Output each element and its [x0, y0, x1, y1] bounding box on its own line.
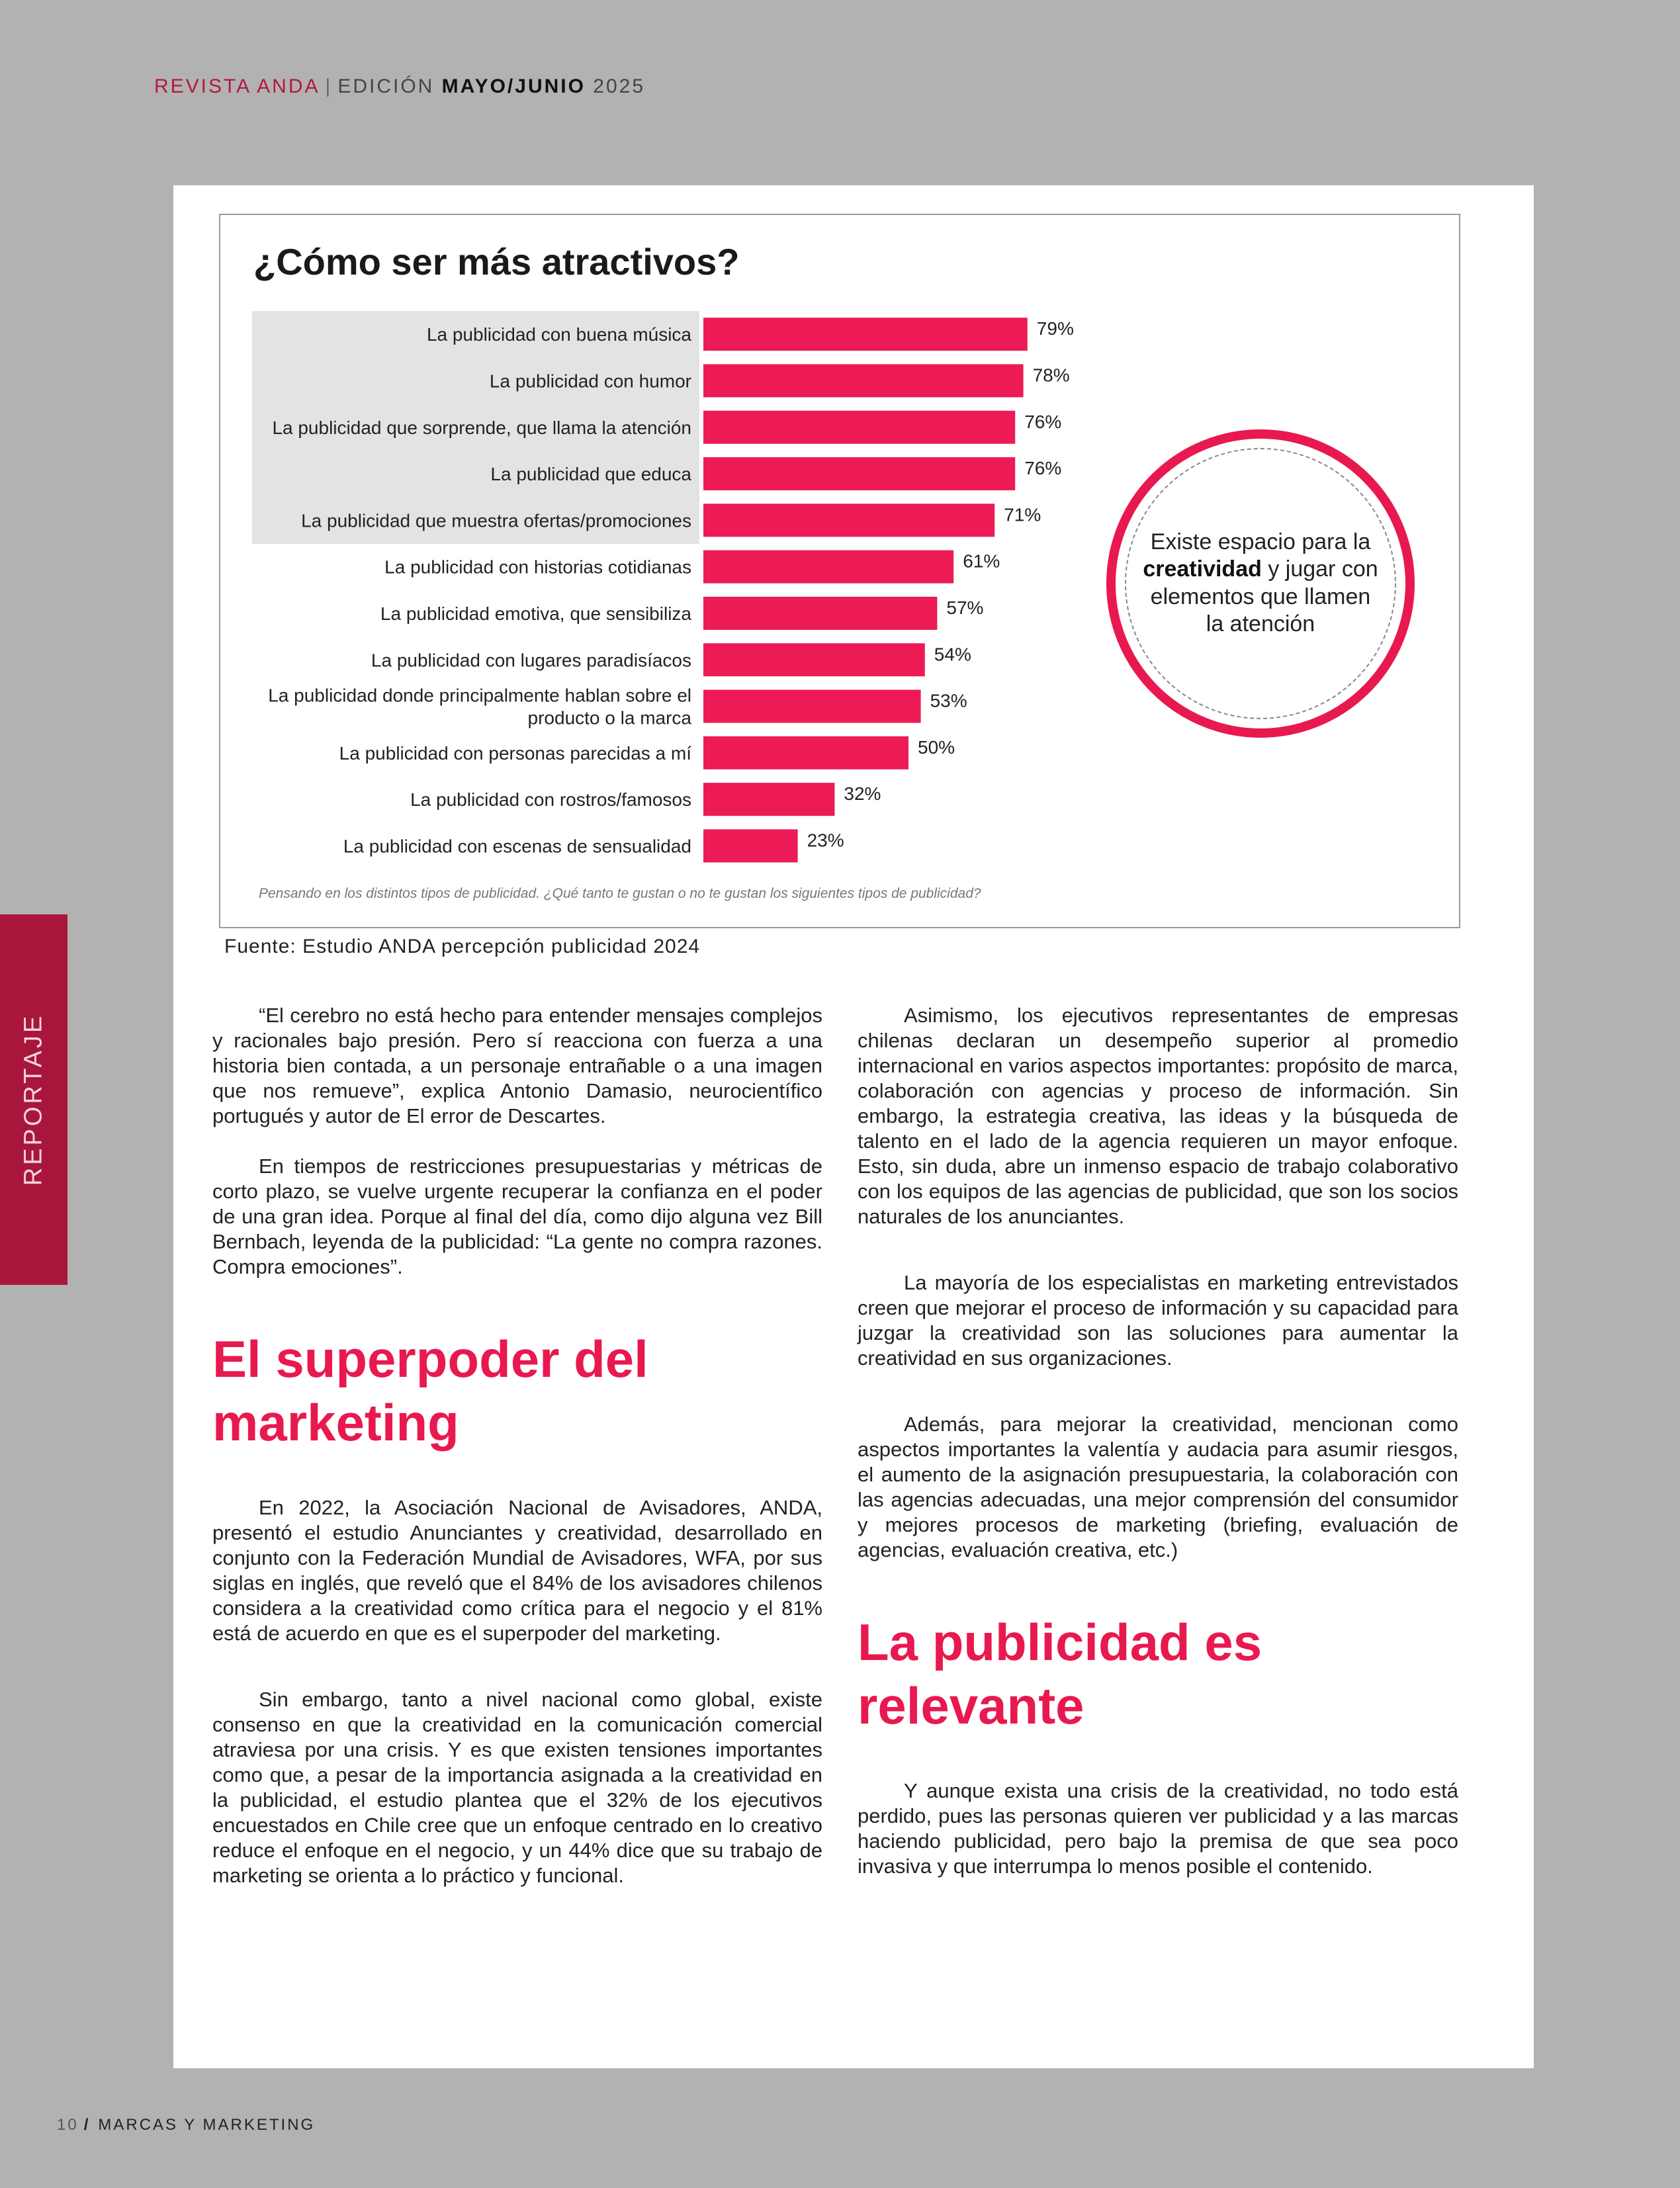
chart-note: Pensando en los distintos tipos de publicidad. ¿Qué tanto te gustan o no te gustan los siguientes tipos de publicidad? — [259, 886, 981, 901]
callout-text-bold: creatividad — [1143, 556, 1262, 582]
page-number: 10 — [57, 2116, 79, 2134]
bar-label-6: La publicidad emotiva, que sensibiliza — [380, 603, 691, 624]
bar-label-2: La publicidad que sorprende, que llama la atención — [272, 417, 691, 438]
edition-label — [337, 75, 645, 97]
bar-3 — [703, 457, 1015, 490]
callout-text — [1116, 529, 1405, 638]
bar-value-6: 57% — [946, 597, 984, 618]
bar-value-4: 71% — [1004, 504, 1041, 525]
bar-9 — [703, 736, 908, 769]
callout-text-before: Existe espacio para la — [1150, 529, 1371, 555]
bar-value-7: 54% — [934, 644, 971, 665]
bar-11 — [703, 829, 798, 862]
edition-prefix: EDICIÓN — [337, 75, 435, 97]
bar-label-11: La publicidad con escenas de sensualidad — [343, 836, 691, 857]
bar-label-4: La publicidad que muestra ofertas/promociones — [301, 510, 691, 531]
callout-text-after: y jugar con elementos que llamen la atención — [1150, 556, 1378, 637]
right-paragraph-4: Y aunque exista una crisis de la creatividad, no todo está perdido, pues las personas quieren ver publicidad y a las marcas haciendo publicidad, pero bajo la premisa de que sea poco invasiva y que interrumpa lo menos posible el contenido. — [858, 1779, 1458, 1878]
chart-container — [219, 214, 1460, 928]
right-paragraph-1: Asimismo, los ejecutivos representantes de empresas chilenas declaran un desempeño superior al promedio internacional en varios aspectos importantes: propósito de marca, colaboración con agencias y proceso de información. Sin embargo, la estrategia creativa, las ideas y la búsqueda de talento en el lado de la agencia requieren un mayor enfoque. Esto, sin duda, abre un inmenso espacio de trabajo colaborativo con los equipos de las agencias de publicidad, que son los socios naturales de los anunciantes. — [858, 1004, 1458, 1228]
chart-title: ¿Cómo ser más atractivos? — [253, 241, 740, 283]
left-paragraph-2: En tiempos de restricciones presupuestarias y métricas de corto plazo, se vuelve urgente recuperar la confianza en el poder de una gran idea. Porque al final del día, como dijo alguna vez Bill Bernbach, leyenda de la publicidad: “La gente no compra razones. Compra emociones”. — [212, 1155, 822, 1278]
bar-8 — [703, 690, 921, 723]
bar-value-0: 79% — [1036, 318, 1074, 339]
section-heading-superpoder: El superpoder del marketing — [212, 1330, 648, 1452]
bar-value-5: 61% — [963, 550, 1000, 572]
bar-label-1: La publicidad con humor — [489, 371, 691, 392]
bar-label-10: La publicidad con rostros/famosos — [410, 789, 691, 810]
section-side-tab-label: REPORTAJE — [19, 1013, 48, 1186]
bar-6 — [703, 597, 937, 630]
page-content — [173, 185, 1534, 2068]
bar-1 — [703, 364, 1024, 397]
right-column — [858, 1003, 1458, 1879]
bar-label-5: La publicidad con historias cotidianas — [384, 556, 691, 578]
page-footer — [57, 2116, 315, 2134]
left-paragraph-3: En 2022, la Asociación Nacional de Avisadores, ANDA, presentó el estudio Anunciantes y creatividad, desarrollado en conjunto con la Federación Mundial de Avisadores, WFA, por sus siglas en inglés, que reveló que el 84% de los avisadores chilenos considera a la creatividad como crítica para el negocio y el 81% está de acuerdo en que es el superpoder del marketing. — [212, 1496, 822, 1645]
right-paragraph-3: Además, para mejorar la creatividad, mencionan como aspectos importantes la valentía y audacia para asumir riesgos, el aumento de la asignación presupuestaria, la colaboración con las agencias adecuadas, una mejor comprensión del consumidor y mejores procesos de marketing (briefing, evaluación de agencias, evaluación creativa, etc.) — [858, 1413, 1458, 1561]
bar-7 — [703, 643, 925, 676]
footer-slash: / — [83, 2116, 91, 2134]
bar-label-0: La publicidad con buena música — [426, 324, 691, 345]
bar-value-9: 50% — [918, 736, 955, 758]
edition-year: 2025 — [593, 75, 646, 97]
bar-label-3: La publicidad que educa — [490, 464, 691, 485]
left-paragraph-1: “El cerebro no está hecho para entender mensajes complejos y racionales bajo presión. Pero sí reacciona con fuerza a una historia bien contada, a un personaje entrañable o a una imagen que nos remueve”, explica Antonio Damasio, neurocientífico portugués y autor de El error de Descartes. — [212, 1004, 822, 1127]
section-heading-relevante: La publicidad es relevante — [858, 1613, 1262, 1735]
bar-value-3: 76% — [1024, 458, 1062, 479]
bar-2 — [703, 411, 1015, 444]
edition-months: MAYO/JUNIO — [441, 75, 586, 97]
bar-0 — [703, 318, 1028, 351]
magazine-header — [154, 75, 645, 98]
bar-label-7: La publicidad con lugares paradisíacos — [371, 650, 691, 671]
chart-source: Fuente: Estudio ANDA percepción publicidad 2024 — [224, 936, 701, 957]
bar-value-8: 53% — [930, 690, 967, 711]
bar-value-1: 78% — [1032, 365, 1070, 386]
bar-label-9: La publicidad con personas parecidas a mí — [339, 742, 691, 764]
bar-value-10: 32% — [844, 783, 881, 805]
bar-value-11: 23% — [807, 830, 844, 851]
callout-circle — [1106, 429, 1415, 738]
header-separator: | — [325, 75, 333, 97]
bar-value-2: 76% — [1024, 411, 1062, 432]
bar-label-8: La publicidad donde principalmente hablan sobre el producto o la marca — [268, 685, 691, 728]
bar-10 — [703, 783, 834, 816]
right-paragraph-2: La mayoría de los especialistas en marketing entrevistados creen que mejorar el proceso de información y su capacidad para juzgar la creatividad son las soluciones para aumentar la creatividad en sus organizaciones. — [858, 1271, 1458, 1370]
left-paragraph-4: Sin embargo, tanto a nivel nacional como global, existe consenso en que la creatividad en la comunicación comercial atraviesa por una crisis. Y es que existen tensiones importantes como que, a pesar de la importancia asignada a la creatividad en la publicidad, el estudio plantea que el 32% de los ejecutivos encuestados en Chile cree que un enfoque centrado en lo creativo reduce el enfoque en el negocio, y un 44% dice que su trabajo de marketing se orienta a lo práctico y funcional. — [212, 1688, 822, 1887]
left-column — [212, 1003, 822, 1888]
magazine-name: REVISTA ANDA — [154, 75, 320, 97]
footer-section: MARCAS Y MARKETING — [98, 2116, 316, 2134]
section-side-tab — [0, 914, 67, 1285]
bar-4 — [703, 503, 995, 537]
bar-5 — [703, 550, 953, 584]
